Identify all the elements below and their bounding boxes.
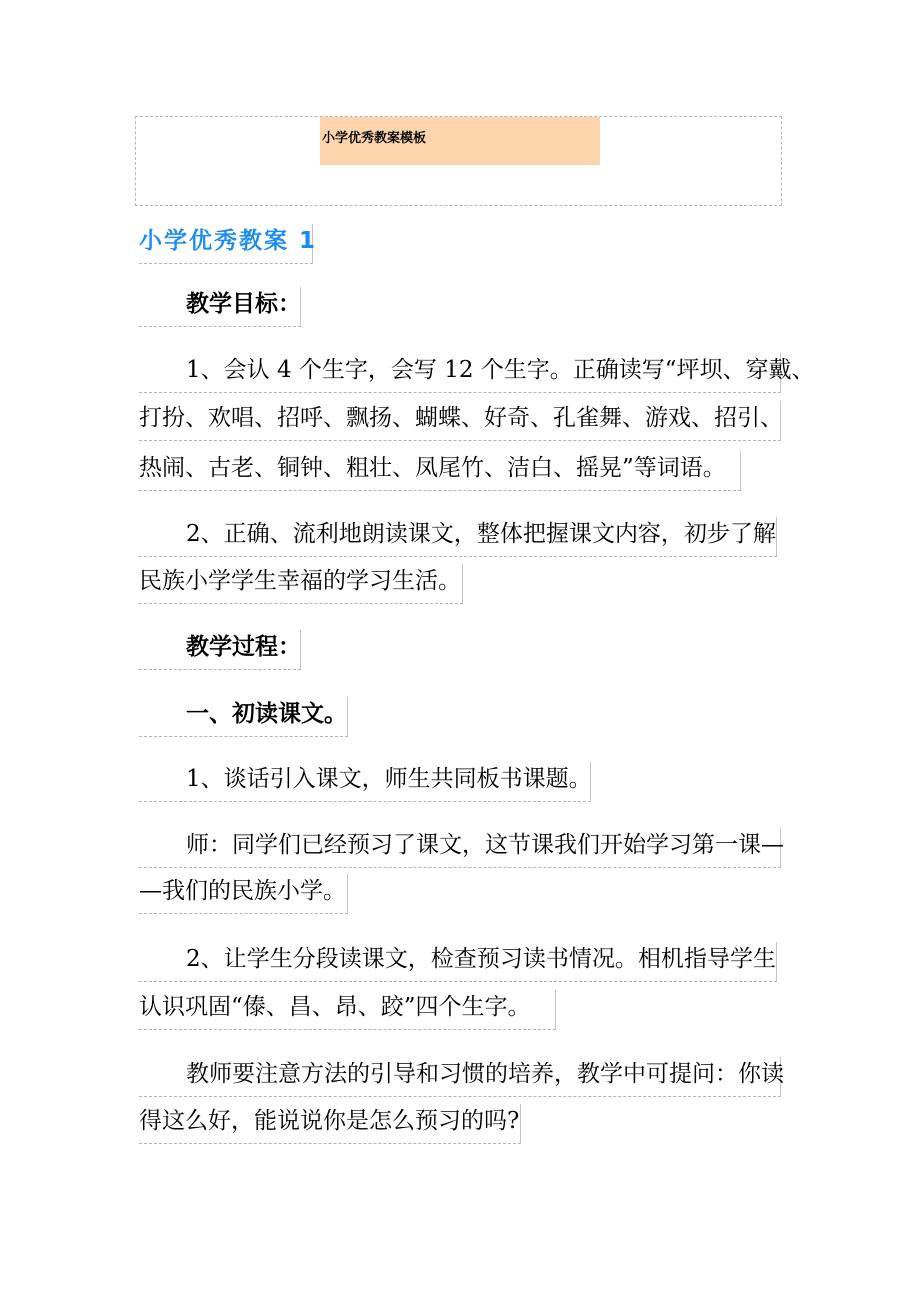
paragraph-line: 师：同学们已经预习了课文，这节课我们开始学习第一课— <box>139 828 781 868</box>
paragraph-line: 打扮、欢唱、招呼、飘扬、蝴蝶、好奇、孔雀舞、游戏、招引、 <box>139 401 781 441</box>
paragraph-line: 得这么好，能说说你是怎么预习的吗? <box>139 1104 521 1144</box>
paragraph-line: 2、正确、流利地朗读课文，整体把握课文内容，初步了解 <box>139 517 777 557</box>
document-title: 小学优秀教案 1 <box>139 224 313 264</box>
paragraph-line: 教师要注意方法的引导和习惯的培养，教学中可提问：你读 <box>139 1057 781 1097</box>
paragraph-line: 热闹、古老、铜钟、粗壮、凤尾竹、洁白、摇晃”等词语。 <box>139 451 741 491</box>
heading-process: 教学过程： <box>139 630 301 670</box>
heading-goals: 教学目标： <box>139 287 301 327</box>
paragraph-line: 2、让学生分段读课文，检查预习读书情况。相机指导学生 <box>139 942 777 982</box>
paragraph-line: 1、会认 4 个生字，会写 12 个生字。正确读写“坪坝、穿戴、 <box>139 353 781 393</box>
header-highlight <box>320 117 600 165</box>
paragraph-line: 民族小学学生幸福的学习生活。 <box>139 564 463 604</box>
paragraph-line: —我们的民族小学。 <box>139 874 348 914</box>
header-title: 小学优秀教案模板 <box>322 131 427 146</box>
paragraph-line: 1、谈话引入课文，师生共同板书课题。 <box>139 762 591 802</box>
paragraph-line: 认识巩固“傣、昌、昂、跤”四个生字。 <box>139 990 556 1030</box>
section-heading: 一、初读课文。 <box>139 697 348 737</box>
header-box <box>135 116 782 206</box>
